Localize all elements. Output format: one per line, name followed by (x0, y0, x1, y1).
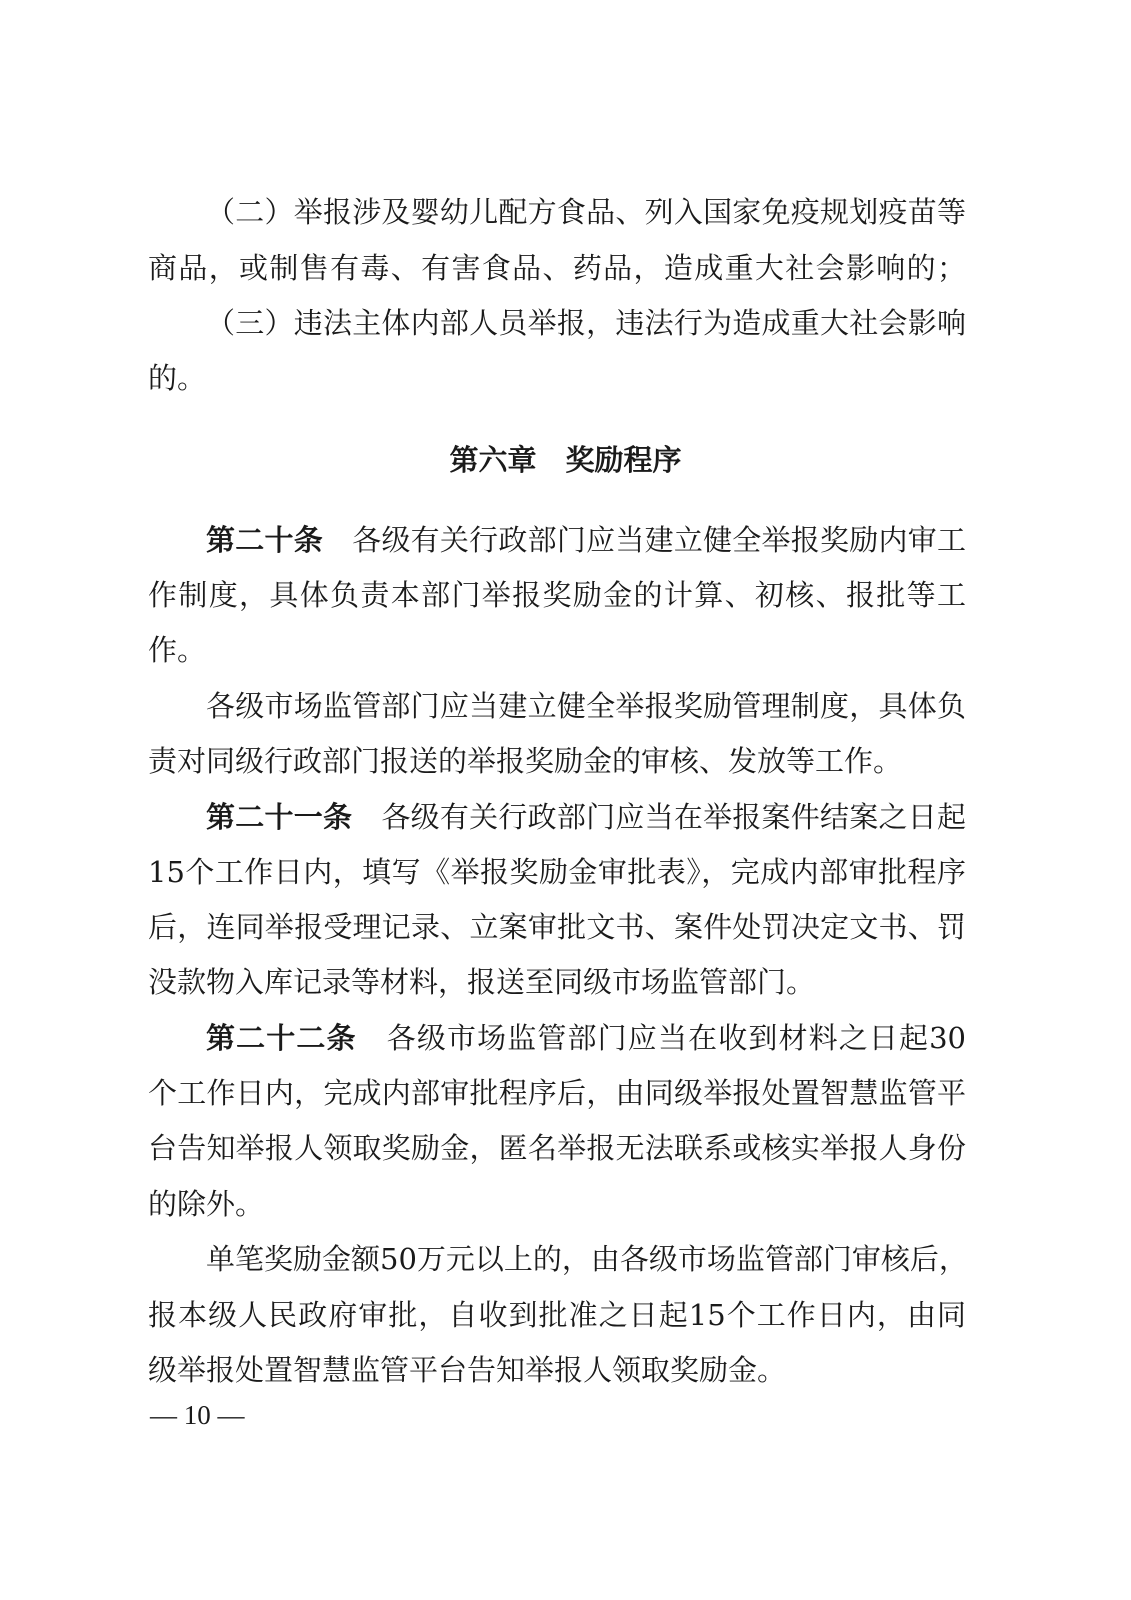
article-22-line-1 (206, 1018, 966, 1058)
item-3-line-2: 的。 (148, 361, 207, 395)
article-20-text: 各级有关行政部门应当建立健全举报奖励内审工 (322, 523, 966, 557)
item-3-line-1: （三）违法主体内部人员举报，违法行为造成重大社会影响 (206, 306, 966, 340)
article-20-line-2: 作制度，具体负责本部门举报奖励金的计算、初核、报批等工 (148, 578, 966, 612)
article-20-line-3: 作。 (148, 633, 207, 667)
article-21-line-1 (206, 797, 966, 837)
article-22-text: 各级市场监管部门应当在收到材料之日起30 (356, 1021, 966, 1055)
article-22-label: 第二十二条 (206, 1021, 357, 1055)
article-22-line-3: 台告知举报人领取奖励金，匿名举报无法联系或核实举报人身份 (148, 1131, 966, 1165)
article-21-line-3: 后，连同举报受理记录、立案审批文书、案件处罚决定文书、罚 (148, 910, 966, 944)
article-22-para-2-line-3: 级举报处置智慧监管平台告知举报人领取奖励金。 (148, 1353, 787, 1387)
page-number: — 10 — (150, 1400, 245, 1430)
article-22-para-2-line-1: 单笔奖励金额50万元以上的，由各级市场监管部门审核后， (206, 1242, 968, 1276)
article-20-line-1 (206, 520, 966, 560)
article-21-line-2: 15个工作日内，填写《举报奖励金审批表》，完成内部审批程序 (148, 855, 966, 889)
chapter-heading: 第六章 奖励程序 (449, 443, 682, 477)
article-22-line-2: 个工作日内，完成内部审批程序后，由同级举报处置智慧监管平 (148, 1076, 966, 1110)
item-2-line-2: 商品，或制售有毒、有害食品、药品，造成重大社会影响的； (148, 251, 966, 285)
item-2-line-1: （二）举报涉及婴幼儿配方食品、列入国家免疫规划疫苗等 (206, 195, 966, 229)
article-21-label: 第二十一条 (206, 800, 353, 834)
article-22-para-2-line-2: 报本级人民政府审批，自收到批准之日起15个工作日内，由同 (148, 1298, 966, 1332)
article-20-para-2-line-1: 各级市场监管部门应当建立健全举报奖励管理制度，具体负 (206, 689, 966, 723)
article-20-label: 第二十条 (206, 523, 323, 557)
article-20-para-2-line-2: 责对同级行政部门报送的举报奖励金的审核、发放等工作。 (148, 744, 903, 778)
article-22-line-4: 的除外。 (148, 1187, 265, 1221)
article-21-line-4: 没款物入库记录等材料，报送至同级市场监管部门。 (148, 965, 816, 999)
article-21-text: 各级有关行政部门应当在举报案件结案之日起 (352, 800, 966, 834)
